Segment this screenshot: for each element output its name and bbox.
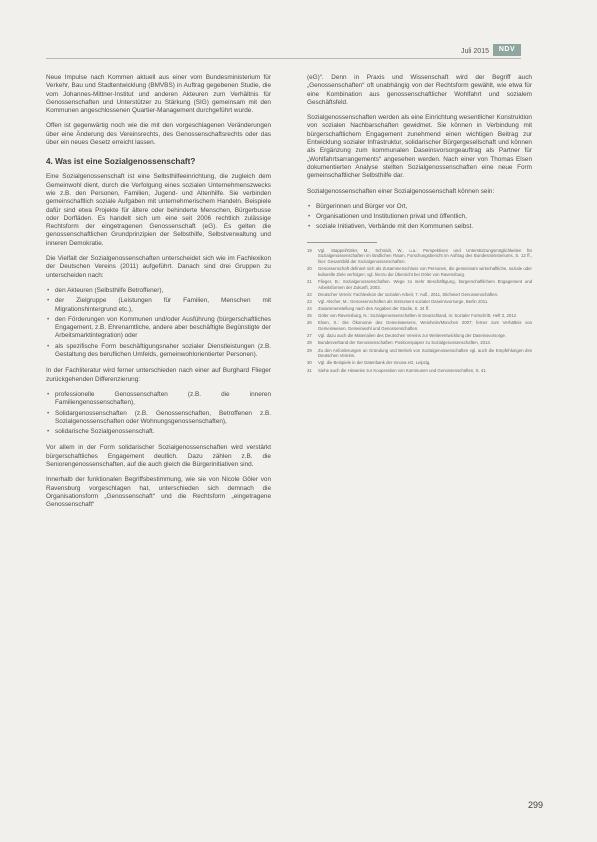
bullet-list [46,391,271,436]
footnote [307,248,532,265]
footnote [307,279,532,290]
list-item: • Bürgerinnen und Bürger vor Ort, [307,203,532,211]
footnote [307,299,532,305]
footnote-number: 29 [307,347,312,353]
footnote [307,360,532,366]
paragraph: Eine Sozialgenossenschaft ist eine Selbsthilfeeinrichtung, die zugleich dem Gemeinwohl dient, durch die Verfolgung eines sozialen Unternehmenszwecks wie z.B. den Personen, Familien, Jugend- und Altenhilfe. Sie verbinden gemeinschaftlich soziale Aufgaben mit unternehmerischem Handeln. Beispiele dafür sind etwa Projekte für ältere oder behinderte Menschen, Bürgerbusse oder Dorfläden. Es handelt sich um eine seit 2006 rechtlich zulässige Rechtsform der eingetragenen Genossenschaft (eG). Es gelten die genossenschaftlichen Grundprinzipien der Selbsthilfe, Selbstverwaltung und inneren Demokratie. [46,173,271,247]
footnote-text: Vgl. dazu auch die Materialien des Deutschen Vereins zur Weiterentwicklung der Daseinsvorsorge. [318,333,507,339]
footnote-text: Elsen, S.: Die Ökonomie des Gemeinwesens, Weinheim/München 2007; ferner zum Verhältnis von Gemeinwesen, Gemeinwohl und Genossenschaften. [318,320,532,332]
footnote-text: Zu den Anforderungen an Gründung und Betrieb von Sozialgenossenschaften vgl. auch die Empfehlungen des Deutschen Vereins. [318,347,532,359]
list-item: • solidarische Sozialgenossenschaft. [46,428,271,436]
footnote-number: 27 [307,333,312,339]
footnote-text: Genossenschaft definiert sich als Zusammenschluss von Personen, die gemeinsam wirtschaftliche, soziale oder kulturelle Ziele verfolgen; vgl. hierzu die Übersicht bei Göler von Ravensburg. [318,266,532,277]
footnote-text: Göler von Ravensburg, N.: Sozialgenossenschaften in Deutschland, in: Sozialer Fortschritt, Heft 3, 2012. [318,313,518,319]
journal-logo: NDV [493,44,521,56]
list-item: • professionelle Genossenschaften (z.B. die inneren Familiengenossenschaften), [46,391,271,408]
paragraph: Offen ist gegenwärtig noch wie die mit den vorgeschlagenen Veränderungen über eine Änderung des Vereinsrechts, des Genossenschaftsrechts oder das über ein neues Gesetz erreicht lassen. [46,122,271,147]
footnote [307,333,532,339]
list-item: • den Akteuren (Selbsthilfe Betroffener), [46,287,271,295]
footnote-number: 19 [307,247,312,253]
footnote [307,348,532,359]
paragraph: In der Fachliteratur wird ferner unterschieden nach einer auf Burghard Flieger zurückgehenden Differenzierung: [46,367,271,383]
paragraph: Die Vielfalt der Sozialgenossenschaften unterscheidet sich wie im Fachlexikon der Deutschen Vereins (2011) aufgeführt. Danach sind drei Gruppen zu unterscheiden nach: [46,255,271,279]
footnote-number: 26 [307,320,312,326]
footnote-text: Siehe auch die Hinweise zur Kooperation von Kommunen und Genossenschaften, S. 41. [318,367,487,373]
footnote-text: Bundesverband der Genossenschaften: Positionspapier zu Sozialgenossenschaften, 2013. [318,340,491,346]
left-column [46,74,271,516]
footnote [307,313,532,319]
paragraph: Sozialgenossenschaften einer Sozialgenossenschaft können sein: [307,187,495,195]
right-column [307,74,532,375]
paragraph: Sozialgenossenschaften werden als eine Einrichtung wesentlicher Konstruktion von sozialen Nachbarschaften gewidmet. Sie können in Verbindung mit bürgerschaftlichem Engagement zunehmend einen wichtigen Beitrag zur Entwicklung sozialer Infrastruktur, solidarischer Bürgergesellschaft und können als Ergänzung zum kommunalen Daseinsvorsorgeauftrag als Partner für „Wohlfahrtsarrangements“ angesehen werden. Nach einer von Thomas Elsen dokumentierten Analyse stellten Sozialgenossenschaften eine neue Form gemeinschaftlicher Selbsthilfe dar. [307,114,532,180]
paragraph: (eG)“. Denn in Praxis und Wissenschaft wird der Begriff auch „Genossenschaften“ oft unabhängig von der Rechtsform gewählt, wie etwa für eine Kombination aus genossenschaftlicher Wohlfahrt und sozialem Geschäftsfeld. [307,74,532,106]
footnote-number: 20 [307,266,312,272]
footnote [307,292,532,298]
footnote-text: Vgl. die Beispiele in der Datenbank der Innova eG, Leipzig. [318,360,431,366]
footnote [307,266,532,277]
footnote [307,368,532,374]
list-item: • soziale Initiativen, Verbände mit den Kommunen selbst. [307,223,532,231]
page-number: 299 [527,800,543,810]
footnote [307,320,532,331]
footnote-number: 31 [307,367,312,373]
footnote-text: Zusammenstellung nach den Angaben der Studie, S. 34 ff. [318,306,430,312]
footnote-number: 25 [307,313,312,319]
list-item: • den Förderungen von Kommunen und/oder Ausführung (bürgerschaftliches Engagement, z.B. Ehrenamtliche, andere aber beschäftigte Begünstigte der Arbeitsmarktintegration) oder [46,316,271,341]
paragraph: Innerhalb der funktionalen Begriffsbestimmung, wie sie von Nicole Göler von Ravensburg vorgeschlagen hat, unterschieden sich demnach die Organisationsform „Genossenschaft“ und die Rechtsform „eingetragene Genossenschaft“ [46,476,271,509]
footnote-number: 21 [307,278,312,284]
footnote [307,340,532,346]
list-item: • Solidargenossenschaften (z.B. Genossenschaften, Betroffenen z.B. Sozialgenossenschaften oder Wohnungsgenossenschaften), [46,410,271,427]
paragraph: Neue Impulse nach Kommen aktuell aus einer vom Bundesministerium für Verkehr, Bau und Stadtentwicklung (BMVBS) in Auftrag gegebenen Studie, die vom Johannes-Mittner-Institut und anderen Akteuren zum Verhältnis für Genossenschaften und Unterstützer zu Stärkung (SIG) gemeinsam mit den Kommunen angeschlossenen Quartier-Management durchgeführt wurde. [46,74,271,115]
footnote [307,306,532,312]
list-item: • Organisationen und Institutionen privat und öffentlich, [307,213,532,221]
footnote-text: Vgl. Alscher, M.: Genossenschaften als Instrument sozialer Daseinsvorsorge, Berlin 2011. [318,298,489,304]
issue-date: Juli 2015 [460,48,489,55]
paragraph: Vor allem in der Form solidarischer Sozialgenossenschaften wird verstärkt bürgerschaftliches Engagement deutlich. Dazu zählen z.B. die Seniorengenossenschaften, auf die auch gleich die Bürgerinitiativen sind. [46,444,271,468]
bullet-list [307,203,532,232]
footnote-number: 22 [307,291,312,297]
footnotes [307,248,532,373]
header-rule [46,58,521,59]
footnote-number: 30 [307,360,312,366]
footnote-number: 24 [307,306,312,312]
section-heading: 4. Was ist eine Sozialgenossenschaft? [46,157,196,167]
footnote-text: Flieger, B.: Sozialgenossenschaften. Wege zu mehr Beschäftigung, bürgerschaftlichem Engagement und Arbeitsformen der Zukunft, 2003. [318,278,532,290]
footnote-number: 23 [307,298,312,304]
footnote-text: Vgl. Stappel/Göler, M., Schmidt, W., u.a.: Perspektiven und Unterstützungsmöglichkeiten für Sozialgenossenschaften im ländlichen Raum, Forschungsbericht im Auftrag des Bundesministeriums, S. 12 ff., hier: Gesamtbild der Sozialgenossenschaften. [318,247,532,264]
footnote-number: 28 [307,340,312,346]
list-item: • der Zielgruppe (Leistungen für Familien, Menschen mit Migrationshintergrund etc.), [46,297,271,314]
footnote-separator [307,242,377,243]
bullet-list [46,287,271,359]
page-header [0,40,597,62]
list-item: • als spezifische Form beschäftigungsnaher sozialer Dienstleistungen (z.B. Gestaltung des beruflichen Umfelds, gemeinwohlorientierter Personen). [46,343,271,360]
footnote-text: Deutscher Verein: Fachlexikon der sozialen Arbeit, 7. Aufl., 2011, Stichwort Genossenschaften. [318,291,499,297]
